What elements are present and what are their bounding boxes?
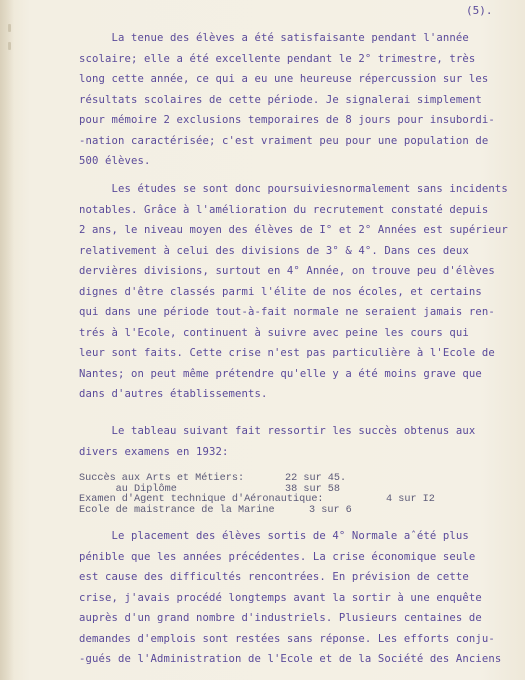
- paragraph-line: auprès d'un grand nombre d'industriels. Plusieurs centaines de: [79, 612, 482, 624]
- exam-result-row: [79, 474, 499, 485]
- paragraph-line: 500 élèves.: [79, 155, 151, 167]
- paragraph-line: Les études se sont donc poursuiviesnormalement sans incidents: [79, 183, 508, 195]
- paragraph-line: long cette année, ce qui a eu une heureuse répercussion sur les: [79, 73, 489, 85]
- paragraph-line: est cause des difficultés rencontrées. En prévision de cette: [79, 571, 469, 583]
- paragraph-line: La tenue des élèves a été satisfaisante pendant l'année: [79, 32, 469, 44]
- exam-label: Ecole de maistrance de la Marine: [79, 504, 275, 516]
- paragraph-line: scolaire; elle a été excellente pendant le 2° trimestre, très: [79, 52, 476, 65]
- paragraph-line: -gués de l'Administration de l'Ecole et de la Société des Anciens: [79, 653, 502, 665]
- exam-result-value: 3 sur 6: [309, 504, 352, 516]
- binding-edge: [0, 0, 14, 680]
- exam-label: au Diplôme: [79, 483, 177, 495]
- exam-results-table: [79, 474, 499, 524]
- paragraph-line: pénible que les années précédentes. La crise économique seule: [79, 550, 476, 563]
- exam-label: Examen d'Agent technique d'Aéronautique:: [79, 494, 324, 505]
- exam-result-value: 22 sur 45.: [285, 473, 347, 484]
- paragraph-line: résultats scolaires de cette période. Je signalerai simplement: [79, 93, 482, 106]
- paragraph-line: demandes d'emplois sont restées sans réponse. Les efforts conju-: [79, 632, 495, 645]
- paragraph-line: Le tableau suivant fait ressortir les succès obtenus aux: [79, 425, 476, 437]
- paragraph-line: 2 ans, le niveau moyen des élèves de I° et 2° Années est supérieur: [79, 224, 508, 236]
- punch-mark: [8, 42, 11, 50]
- paragraph-line: dans d'autres établissements.: [79, 388, 268, 400]
- paragraph-line: trés à l'Ecole, continuent à suivre avec peine les cours qui: [79, 326, 469, 339]
- punch-mark: [8, 24, 11, 32]
- exam-label: Succès aux Arts et Métiers:: [79, 473, 245, 484]
- paragraph-line: leur sont faits. Cette crise n'est pas particulière à l'Ecole de: [79, 347, 495, 359]
- paragraph-line: notables. Grâce à l'amélioration du recrutement constaté depuis: [79, 203, 489, 216]
- paragraph-line: dignes d'être classés parmi l'élite de nos écoles, et certains: [79, 285, 482, 298]
- page-number: (5).: [466, 4, 493, 17]
- paragraph-line: dervières divisions, surtout en 4° Année, on trouve peu d'élèves: [79, 265, 495, 277]
- exam-result-row: [79, 506, 499, 517]
- paragraph-line: divers examens en 1932:: [79, 445, 229, 458]
- paragraph-line: qui dans une période tout-à-fait normale ne seraient jamais ren-: [79, 306, 495, 318]
- paragraph-line: relativement à celui des divisions de 3° & 4°. Dans ces deux: [79, 244, 469, 257]
- paragraph-line: Le placement des élèves sortis de 4° Normale aˆété plus: [79, 530, 469, 542]
- paragraph-line: pour mémoire 2 exclusions temporaires de 8 jours pour insubordi-: [79, 114, 495, 126]
- exam-result-value: 38 sur 58: [285, 483, 341, 495]
- exam-result-row: [79, 495, 499, 506]
- paragraph-line: crise, j'avais procédé longtemps avant la sortir à une enquête: [79, 591, 482, 604]
- exam-result-value: 4 sur I2: [386, 494, 435, 505]
- paragraph-line: Nantes; on peut même prétendre qu'elle y a été moins grave que: [79, 367, 482, 380]
- paragraph-line: -nation caractérisée; c'est vraiment peu pour une population de: [79, 134, 489, 147]
